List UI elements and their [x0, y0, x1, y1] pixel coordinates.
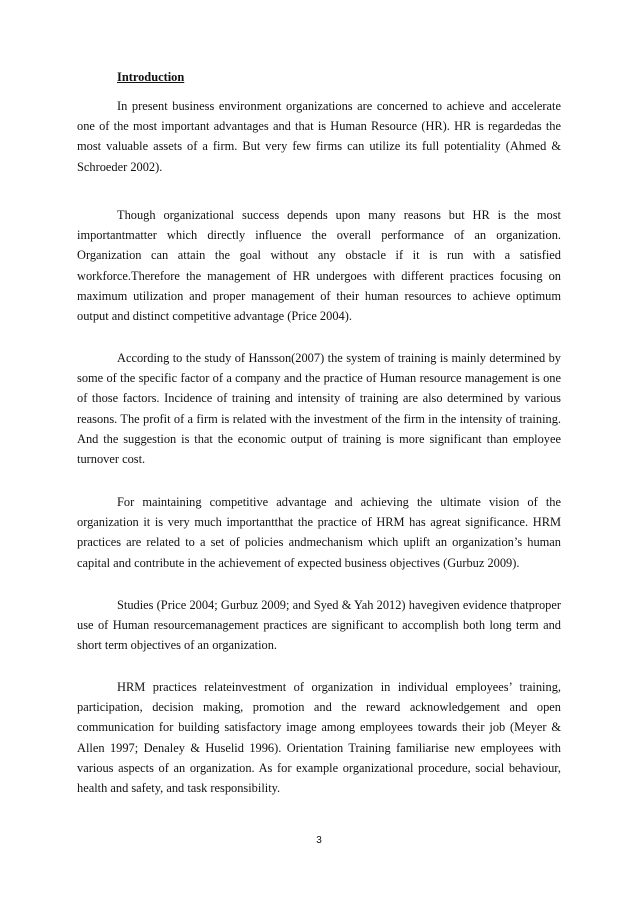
paragraph: Though organizational success depends upon many reasons but HR is the most importantmatter which directly influence the overall performance of an organization. Organization can attain the goal without any obstacle if it is run with a satisfied workforce.Therefore the management of HR undergoes with different practices focusing on maximum utilization and proper management of their human resources to achieve optimum output and distinct competitive advantage (Price 2004). [77, 208, 561, 324]
paragraph: HRM practices relateinvestment of organization in individual employees’ training, participation, decision making, promotion and the reward acknowledgement and open communication for building satisfactory image among employees towards their job (Meyer & Allen 1997; Denaley & Huselid 1996). Orientation Training familiarise new employees with various aspects of an organization. As for example organizational procedure, social behaviour, health and safety, and task responsibility. [77, 680, 561, 796]
paragraph: For maintaining competitive advantage and achieving the ultimate vision of the organization it is very much importantthat the practice of HRM has agreat significance. HRM practices are related to a set of policies andmechanism which uplift an organization’s human capital and contribute in the achievement of expected business objectives (Gurbuz 2009). [77, 495, 561, 570]
paragraph: In present business environment organizations are concerned to achieve and accelerate one of the most important advantages and that is Human Resource (HR). HR is regardedas the most valuable assets of a firm. But very few firms can utilize its full potentiality (Ahmed & Schroeder 2002). [77, 99, 561, 174]
paragraph: Studies (Price 2004; Gurbuz 2009; and Syed & Yah 2012) havegiven evidence thatproper use of Human resourcemanagement practices are significant to accomplish both long term and short term objectives of an organization. [77, 598, 561, 653]
section-heading: Introduction [117, 70, 185, 84]
paragraph: According to the study of Hansson(2007) the system of training is mainly determined by some of the specific factor of a company and the practice of Human resource management is one of those factors. Incidence of training and intensity of training are also determined by various reasons. The profit of a firm is related with the investment of the firm in the intensity of training. And the suggestion is that the economic output of training is more significant than employee turnover cost. [77, 351, 561, 467]
page-number: 3 [316, 835, 322, 846]
